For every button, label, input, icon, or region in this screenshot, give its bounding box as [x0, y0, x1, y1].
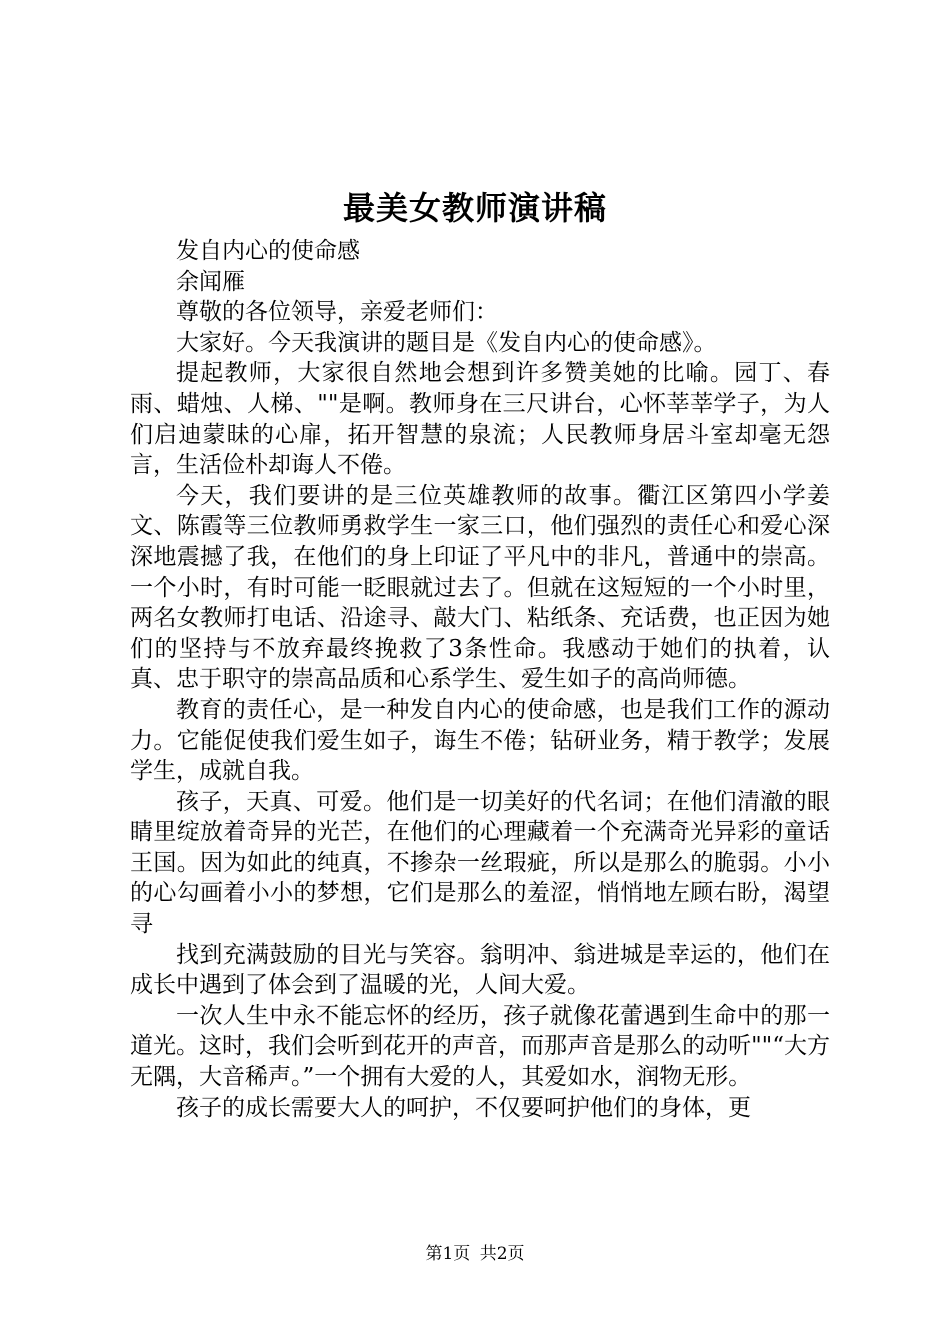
body-paragraph: 一次人生中永不能忘怀的经历，孩子就像花蕾遇到生命中的那一道光。这时，我们会听到花开的声音，而那声音是那么的动听""“大方无隅，大音稀声。”一个拥有大爱的人，其爱如水，润物无形。 — [130, 1002, 830, 1091]
body-paragraph: 找到充满鼓励的目光与笑容。翁明冲、翁进城是幸运的，他们在成长中遇到了体会到了温暖的光，人间大爱。 — [130, 941, 830, 999]
page-footer: 第1页 共2页 — [425, 1244, 525, 1264]
document-body — [130, 236, 830, 1123]
author-paragraph: 余闻雁 — [176, 268, 245, 295]
body-paragraph: 孩子的成长需要大人的呵护，不仅要呵护他们的身体，更 — [176, 1094, 751, 1121]
body-paragraph: 今天，我们要讲的是三位英雄教师的故事。衢江区第四小学姜文、陈霞等三位教师勇救学生一家三口，他们强烈的责任心和爱心深深地震撼了我，在他们的身上印证了平凡中的非凡，普通中的崇高。一个小时，有时可能一眨眼就过去了。但就在这短短的一个小时里，两名女教师打电话、沿途寻、敲大门、粘纸条、充话费，也正因为她们的坚持与不放弃最终挽救了3条性命。我感动于她们的执着，认真、忠于职守的崇高品质和心系学生、爱生如子的高尚师德。 — [130, 482, 830, 693]
subtitle-paragraph: 发自内心的使命感 — [176, 238, 360, 264]
document-title: 最美女教师演讲稿 — [342, 189, 607, 227]
greeting-paragraph: 大家好。今天我演讲的题目是《发自内心的使命感》。 — [176, 329, 717, 356]
body-paragraph: 孩子，天真、可爱。他们是一切美好的代名词；在他们清澈的眼睛里绽放着奇异的光芒，在他们的心理藏着一个充满奇光异彩的童话王国。因为如此的纯真，不掺杂一丝瑕疵，所以是那么的脆弱。小小的心勾画着小小的梦想，它们是那么的羞涩，悄悄地左顾右盼，渴望寻 — [130, 788, 830, 938]
body-paragraph: 提起教师，大家很自然地会想到许多赞美她的比喻。园丁、春雨、蜡烛、人梯、""是啊。教师身在三尺讲台，心怀莘莘学子，为人们启迪蒙昧的心扉，拓开智慧的泉流；人民教师身居斗室却毫无怨言，生活俭朴却诲人不倦。 — [130, 360, 830, 479]
salutation-paragraph: 尊敬的各位领导，亲爱老师们： — [176, 299, 498, 326]
body-paragraph: 教育的责任心，是一种发自内心的使命感，也是我们工作的源动力。它能促使我们爱生如子，诲生不倦；钻研业务，精于教学；发展学生，成就自我。 — [130, 696, 830, 785]
